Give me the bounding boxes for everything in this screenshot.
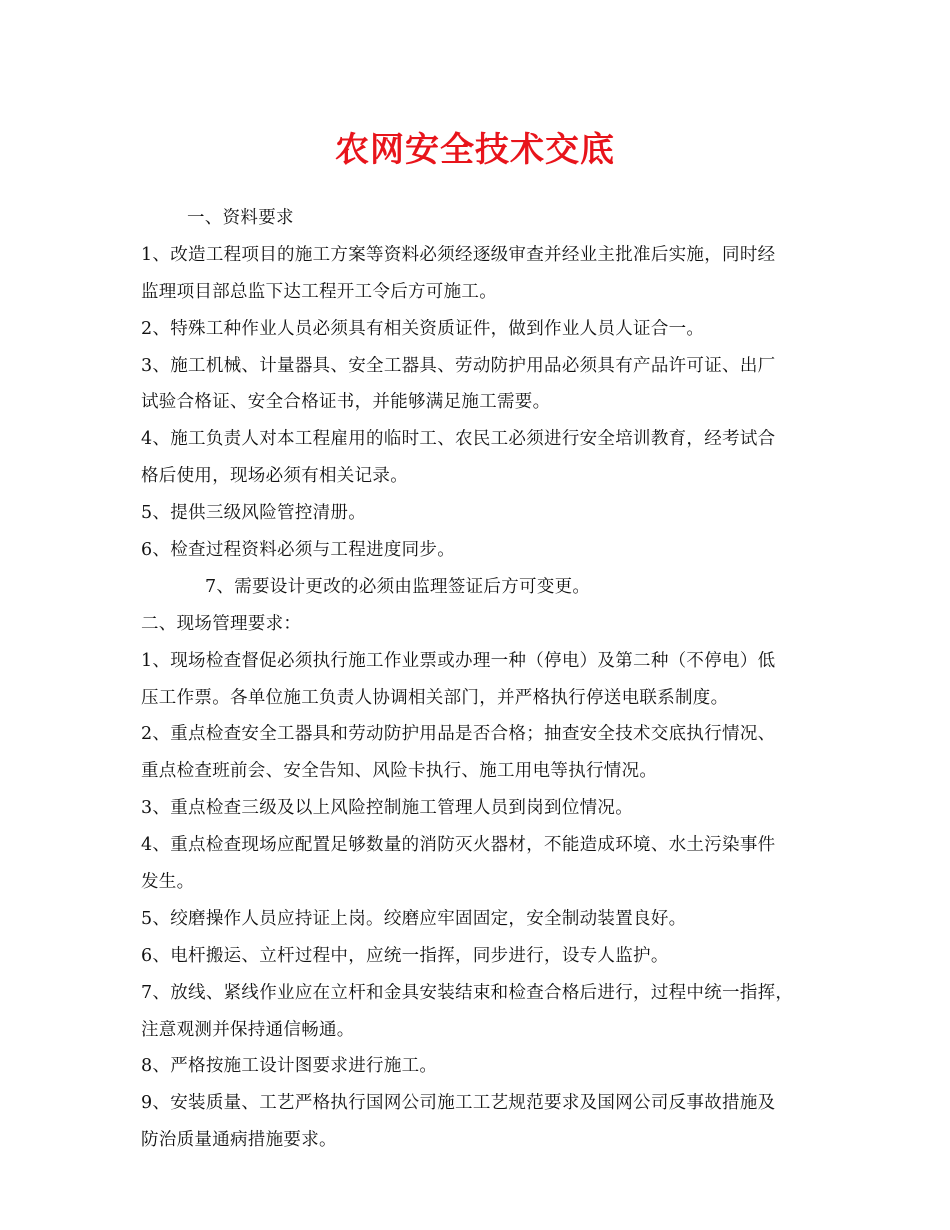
paragraph-line: 防治质量通病措施要求。 — [141, 1130, 337, 1151]
paragraph-line: 9、安装质量、工艺严格执行国网公司施工工艺规范要求及国网公司反事故措施及 — [141, 1093, 776, 1114]
paragraph-line: 4、重点检查现场应配置足够数量的消防灭火器材，不能造成环境、水土污染事件 — [141, 835, 776, 856]
paragraph-line: 2、特殊工种作业人员必须具有相关资质证件，做到作业人员人证合一。 — [141, 318, 705, 339]
paragraph-line: 注意观测并保持通信畅通。 — [141, 1019, 355, 1040]
paragraph-line: 监理项目部总监下达工程开工令后方可施工。 — [141, 281, 497, 302]
paragraph-line: 7、放线、紧线作业应在立杆和金具安装结束和检查合格后进行，过程中统一指挥， — [141, 982, 794, 1003]
paragraph-line: 1、现场检查督促必须执行施工作业票或办理一种（停电）及第二种（不停电）低 — [141, 650, 776, 671]
section-heading-materials: 一、资料要求 — [187, 208, 294, 228]
section-heading-site-management: 二、现场管理要求： — [141, 613, 302, 634]
paragraph-line: 压工作票。各单位施工负责人协调相关部门，并严格执行停送电联系制度。 — [141, 687, 729, 708]
paragraph-line: 试验合格证、安全合格证书，并能够满足施工需要。 — [141, 392, 551, 413]
paragraph-line: 4、施工负责人对本工程雇用的临时工、农民工必须进行安全培训教育，经考试合 — [141, 429, 776, 450]
paragraph-line: 7、需要设计更改的必须由监理签证后方可变更。 — [205, 576, 591, 597]
document-body — [141, 200, 831, 1159]
paragraph-line: 2、重点检查安全工器具和劳动防护用品是否合格；抽查安全技术交底执行情况、 — [141, 724, 776, 745]
paragraph-line: 5、绞磨操作人员应持证上岗。绞磨应牢固固定，安全制动装置良好。 — [141, 908, 687, 929]
paragraph-line: 发生。 — [141, 872, 195, 893]
paragraph-line: 6、电杆搬运、立杆过程中，应统一指挥，同步进行，设专人监护。 — [141, 945, 669, 966]
paragraph-line: 1、改造工程项目的施工方案等资料必须经逐级审查并经业主批准后实施，同时经 — [141, 244, 776, 265]
paragraph-line: 6、检查过程资料必须与工程进度同步。 — [141, 540, 456, 561]
paragraph-line: 3、施工机械、计量器具、安全工器具、劳动防护用品必须具有产品许可证、出厂 — [141, 355, 776, 376]
paragraph-line: 重点检查班前会、安全告知、风险卡执行、施工用电等执行情况。 — [141, 761, 658, 782]
paragraph-line: 8、严格按施工设计图要求进行施工。 — [141, 1056, 438, 1077]
paragraph-line: 格后使用，现场必须有相关记录。 — [141, 466, 408, 487]
paragraph-line: 5、提供三级风险管控清册。 — [141, 503, 367, 524]
document-title: 农网安全技术交底 — [335, 130, 615, 170]
paragraph-line: 3、重点检查三级及以上风险控制施工管理人员到岗到位情况。 — [141, 798, 634, 819]
